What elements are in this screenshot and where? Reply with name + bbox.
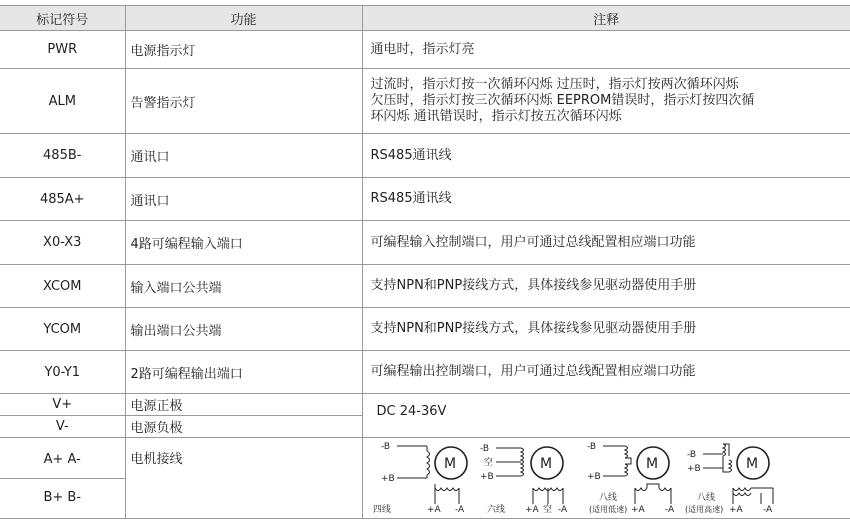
function-cell: 告警指示灯 (125, 69, 362, 134)
table-row (0, 69, 850, 134)
label-b-plus: +B (586, 472, 601, 482)
table-row (0, 31, 850, 69)
table-row (0, 394, 850, 416)
symbol-cell: V+ (0, 394, 125, 416)
label-b-minus: -B (686, 450, 696, 460)
note-cell: RS485通讯线 (362, 134, 850, 178)
table-row (0, 265, 850, 308)
function-cell: 通讯口 (125, 178, 362, 221)
table-row (0, 351, 850, 394)
motor-wiring-diagrams (363, 438, 849, 514)
low-speed-label: (适用低速) (588, 505, 627, 514)
function-cell: 电机接线 (125, 438, 362, 519)
symbol-cell: 485B- (0, 134, 125, 178)
label-b-plus: +B (380, 474, 395, 484)
table-row (0, 221, 850, 265)
four-wire-label: 四线 (372, 505, 391, 514)
function-cell: 通讯口 (125, 134, 362, 178)
terminal-spec-table (0, 5, 850, 519)
motor-label: M (745, 456, 758, 472)
symbol-cell: YCOM (0, 308, 125, 351)
eight-wire-label: 八线 (598, 493, 617, 503)
note-cell: RS485通讯线 (362, 178, 850, 221)
function-cell: 电源正极 (125, 394, 362, 416)
note-line: 环闪烁 通讯错误时，指示灯按五次循环闪烁 (370, 109, 622, 124)
label-a-minus: -A (454, 505, 464, 514)
label-b-plus: +B (479, 472, 494, 482)
function-cell: 输出端口公共端 (125, 308, 362, 351)
note-cell: 支持NPN和PNP接线方式，具体接线参见驱动器使用手册 (362, 308, 850, 351)
table-row (0, 308, 850, 351)
symbol-cell: 485A+ (0, 178, 125, 221)
note-cell: 可编程输入控制端口，用户可通过总线配置相应端口功能 (362, 221, 850, 265)
note-cell: 可编程输出控制端口，用户可通过总线配置相应端口功能 (362, 351, 850, 394)
table-header-row (0, 6, 850, 31)
note-cell: 支持NPN和PNP接线方式，具体接线参见驱动器使用手册 (362, 265, 850, 308)
note-line: 过流时，指示灯按一次循环闪烁 过压时，指示灯按两次循环闪烁 (370, 77, 739, 92)
four-wire-diagram (397, 446, 467, 504)
symbol-cell: V- (0, 416, 125, 438)
motor-wiring-cell (362, 438, 850, 519)
label-b-minus: -B (380, 442, 390, 452)
label-a-plus: +A (728, 505, 743, 514)
header-function: 功能 (125, 6, 362, 31)
label-b-minus: -B (479, 444, 489, 454)
label-mid: 空 (483, 458, 493, 468)
symbol-cell: PWR (0, 31, 125, 69)
symbol-cell: XCOM (0, 265, 125, 308)
symbol-cell: Y0-Y1 (0, 351, 125, 394)
note-cell (362, 69, 850, 134)
power-note-cell (362, 394, 850, 438)
label-a-minus: -A (664, 505, 674, 514)
motor-symbol-cell (0, 438, 125, 519)
label-b-minus: -B (586, 442, 596, 452)
symbol-cell: X0-X3 (0, 221, 125, 265)
symbol-a-phase: A+ A- (0, 441, 125, 479)
function-cell: 电源负极 (125, 416, 362, 438)
six-wire-diagram (496, 447, 563, 504)
diagram-labels (373, 442, 773, 514)
table-row (0, 134, 850, 178)
label-a-minus: -A (557, 505, 567, 514)
label-a-plus: +A (426, 505, 441, 514)
header-symbol: 标记符号 (0, 6, 125, 31)
function-cell: 2路可编程输出端口 (125, 351, 362, 394)
motor-label: M (539, 456, 552, 472)
table-row (0, 438, 850, 519)
label-mid: 空 (542, 505, 552, 514)
table-row (0, 178, 850, 221)
high-speed-label: (适用高速) (684, 505, 723, 514)
label-a-minus: -A (762, 505, 772, 514)
symbol-cell: ALM (0, 69, 125, 134)
function-cell: 输入端口公共端 (125, 265, 362, 308)
eight-wire-label: 八线 (696, 493, 715, 503)
power-voltage: DC 24-36V (376, 404, 447, 419)
header-note: 注释 (362, 6, 850, 31)
six-wire-label: 六线 (486, 505, 505, 514)
function-cell: 电源指示灯 (125, 31, 362, 69)
motor-label: M (443, 456, 456, 472)
motor-label: M (645, 456, 658, 472)
label-b-plus: +B (686, 464, 701, 474)
function-cell: 4路可编程输入端口 (125, 221, 362, 265)
label-a-plus: +A (630, 505, 645, 514)
label-a-plus: +A (524, 505, 539, 514)
note-line: 欠压时，指示灯按三次循环闪烁 EEPROM错误时，指示灯按四次循 (370, 93, 755, 108)
note-cell: 通电时，指示灯亮 (362, 31, 850, 69)
symbol-b-phase: B+ B- (43, 489, 82, 505)
